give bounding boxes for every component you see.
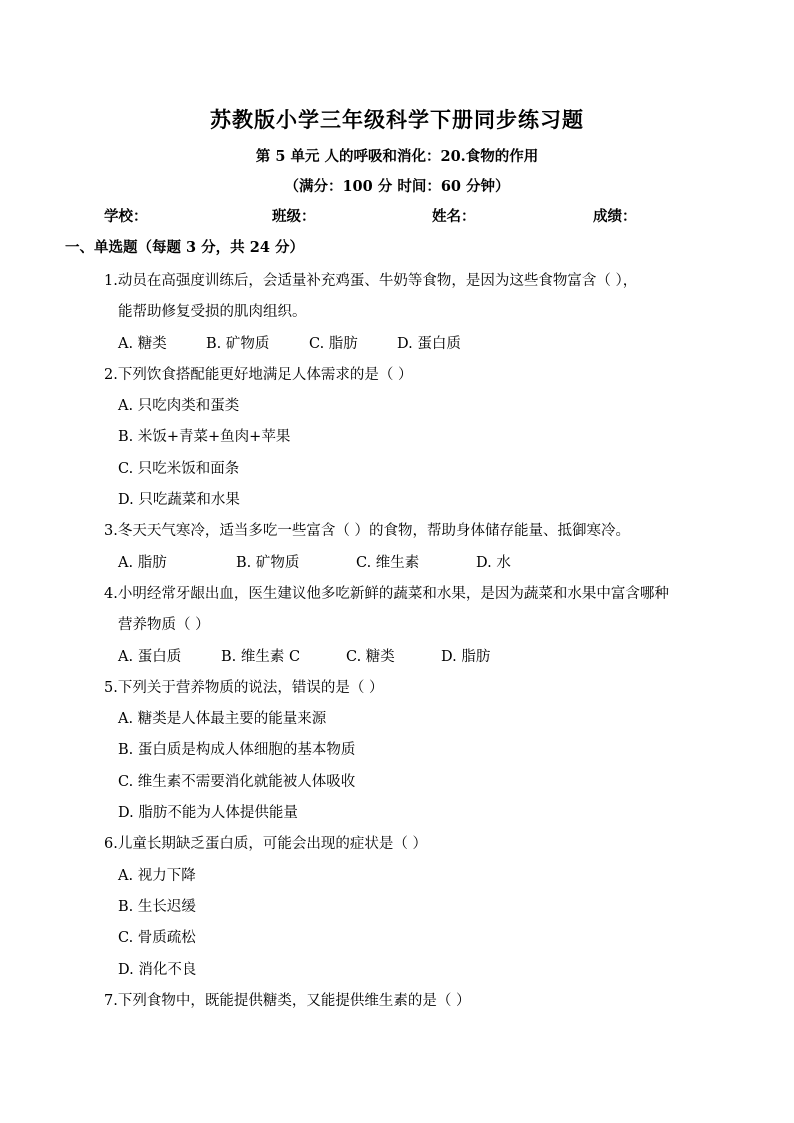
class-label: 班级： — [272, 208, 316, 225]
question-4 — [104, 579, 729, 673]
option-b: B. 生长迟缓 — [118, 898, 196, 915]
option-c: C. 只吃米饭和面条 — [118, 460, 240, 477]
question-1 — [104, 266, 729, 360]
option-d: D. 脂肪不能为人体提供能量 — [118, 805, 298, 822]
question-stem: 4.小明经常牙龈出血，医生建议他多吃新鲜的蔬菜和水果，是因为蔬菜和水果中富含哪种 — [104, 585, 669, 602]
option-a: A. 视力下降 — [118, 867, 196, 884]
question-stem: 2.下列饮食搭配能更好地满足人体需求的是（ ） — [104, 366, 413, 383]
question-6 — [104, 829, 729, 985]
question-stem-continued: 能帮助修复受损的肌肉组织。 — [118, 304, 307, 321]
option-d: D. 只吃蔬菜和水果 — [118, 492, 240, 509]
unit-subtitle: 第 5 单元 人的呼吸和消化：20.食物的作用 — [255, 148, 539, 165]
option-b: B. 维生素 C — [221, 648, 301, 665]
school-label: 学校： — [104, 208, 148, 225]
option-row — [104, 329, 729, 360]
question-stem: 3.冬天天气寒冷，适当多吃一些富含（ ）的食物，帮助身体储存能量、抵御寒冷。 — [104, 523, 630, 540]
option-b: B. 矿物质 — [236, 554, 300, 571]
option-row — [104, 642, 729, 673]
question-stem: 7.下列食物中，既能提供糖类，又能提供维生素的是（ ） — [104, 992, 471, 1009]
option-c: C. 脂肪 — [309, 335, 358, 352]
question-stem: 5.下列关于营养物质的说法，错误的是（ ） — [104, 679, 384, 696]
question-3 — [104, 516, 729, 579]
name-label: 姓名： — [432, 208, 476, 225]
option-d: D. 水 — [476, 554, 511, 571]
option-d: D. 蛋白质 — [397, 335, 461, 352]
option-c: C. 维生素不需要消化就能被人体吸收 — [118, 773, 356, 790]
option-a: A. 糖类 — [118, 335, 167, 352]
question-list — [104, 266, 729, 1017]
option-a: A. 蛋白质 — [118, 648, 182, 665]
section-heading-single-choice: 一、单选题（每题 3 分，共 24 分） — [65, 239, 304, 256]
question-stem: 6.儿童长期缺乏蛋白质，可能会出现的症状是（ ） — [104, 836, 427, 853]
option-d: D. 脂肪 — [441, 648, 491, 665]
question-stem: 1.动员在高强度训练后，会适量补充鸡蛋、牛奶等食物，是因为这些食物富含（ ）， — [104, 273, 638, 289]
option-c: C. 维生素 — [356, 554, 420, 571]
question-stem-continued: 营养物质（ ） — [118, 617, 210, 634]
option-b: B. 矿物质 — [206, 335, 270, 352]
option-row — [104, 548, 729, 579]
question-2 — [104, 360, 729, 516]
option-a: A. 脂肪 — [118, 554, 167, 571]
option-c: C. 糖类 — [346, 648, 395, 665]
question-7 — [104, 986, 729, 1017]
score-time-line: （满分：100 分 时间：60 分钟） — [284, 178, 510, 195]
page-title: 苏教版小学三年级科学下册同步练习题 — [210, 107, 584, 132]
option-c: C. 骨质疏松 — [118, 930, 196, 947]
option-a: A. 糖类是人体最主要的能量来源 — [118, 711, 327, 728]
question-5 — [104, 673, 729, 829]
student-info-row — [0, 205, 794, 227]
option-b: B. 米饭+青菜+鱼肉+苹果 — [118, 429, 291, 446]
option-d: D. 消化不良 — [118, 961, 197, 978]
option-b: B. 蛋白质是构成人体细胞的基本物质 — [118, 742, 356, 759]
option-a: A. 只吃肉类和蛋类 — [118, 398, 240, 415]
grade-label: 成绩： — [593, 208, 637, 225]
